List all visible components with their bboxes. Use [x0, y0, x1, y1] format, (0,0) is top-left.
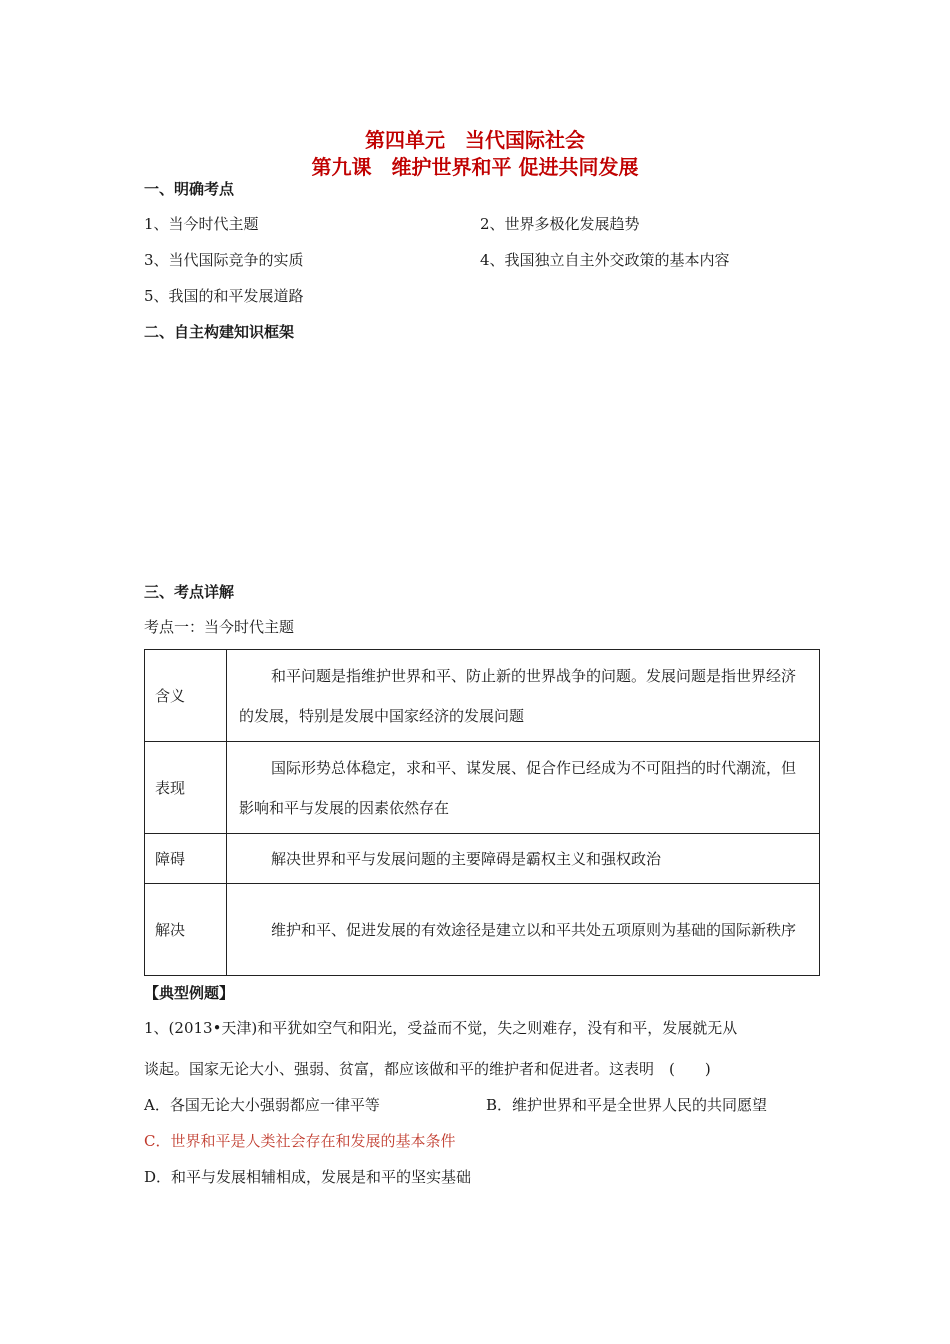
section3-heading: 三、考点详解: [144, 583, 235, 601]
examples-heading: 【典型例题】: [144, 984, 235, 1002]
table-row: [145, 834, 820, 884]
exam-point-2: 2、世界多极化发展趋势: [480, 215, 640, 233]
exam-point-4: 4、我国独立自主外交政策的基本内容: [480, 251, 730, 269]
row-label-manifestation: 表现: [145, 742, 227, 834]
knowledge-table: [144, 649, 820, 976]
option-a: A．各国无论大小强弱都应一律平等: [144, 1096, 380, 1114]
section2-heading: 二、自主构建知识框架: [144, 323, 295, 341]
exam-point-1: 1、当今时代主题: [144, 215, 259, 233]
row-label-obstacle: 障碍: [145, 834, 227, 884]
row-text-obstacle: 解决世界和平与发展问题的主要障碍是霸权主义和强权政治: [227, 834, 820, 884]
row-text-solution: 维护和平、促进发展的有效途径是建立以和平共处五项原则为基础的国际新秩序: [227, 884, 820, 976]
option-b: B．维护世界和平是全世界人民的共同愿望: [486, 1096, 768, 1114]
table-row: [145, 884, 820, 976]
section1-heading: 一、明确考点: [144, 180, 235, 198]
table-row: [145, 650, 820, 742]
row-label-meaning: 含义: [145, 650, 227, 742]
table-row: [145, 742, 820, 834]
option-c-answer: C．世界和平是人类社会存在和发展的基本条件: [144, 1132, 456, 1150]
question-line-1: 1、(2013•天津)和平犹如空气和阳光，受益而不觉，失之则难存，没有和平，发展就无从: [144, 1019, 738, 1037]
lesson-title: 第九课 维护世界和平 促进共同发展: [311, 155, 639, 179]
row-label-solution: 解决: [145, 884, 227, 976]
row-text-meaning: 和平问题是指维护世界和平、防止新的世界战争的问题。发展问题是指世界经济的发展，特别是发展中国家经济的发展问题: [227, 650, 820, 742]
question-line-2: 谈起。国家无论大小、强弱、贫富，都应该做和平的维护者和促进者。这表明 ( ): [144, 1060, 711, 1078]
row-text-manifestation: 国际形势总体稳定，求和平、谋发展、促合作已经成为不可阻挡的时代潮流，但影响和平与发展的因素依然存在: [227, 742, 820, 834]
option-d: D．和平与发展相辅相成，发展是和平的坚实基础: [144, 1168, 472, 1186]
unit-title: 第四单元 当代国际社会: [365, 128, 585, 152]
exam-point-3: 3、当代国际竞争的实质: [144, 251, 304, 269]
point-one-title: 考点一：当今时代主题: [144, 618, 295, 636]
exam-point-5: 5、我国的和平发展道路: [144, 287, 304, 305]
